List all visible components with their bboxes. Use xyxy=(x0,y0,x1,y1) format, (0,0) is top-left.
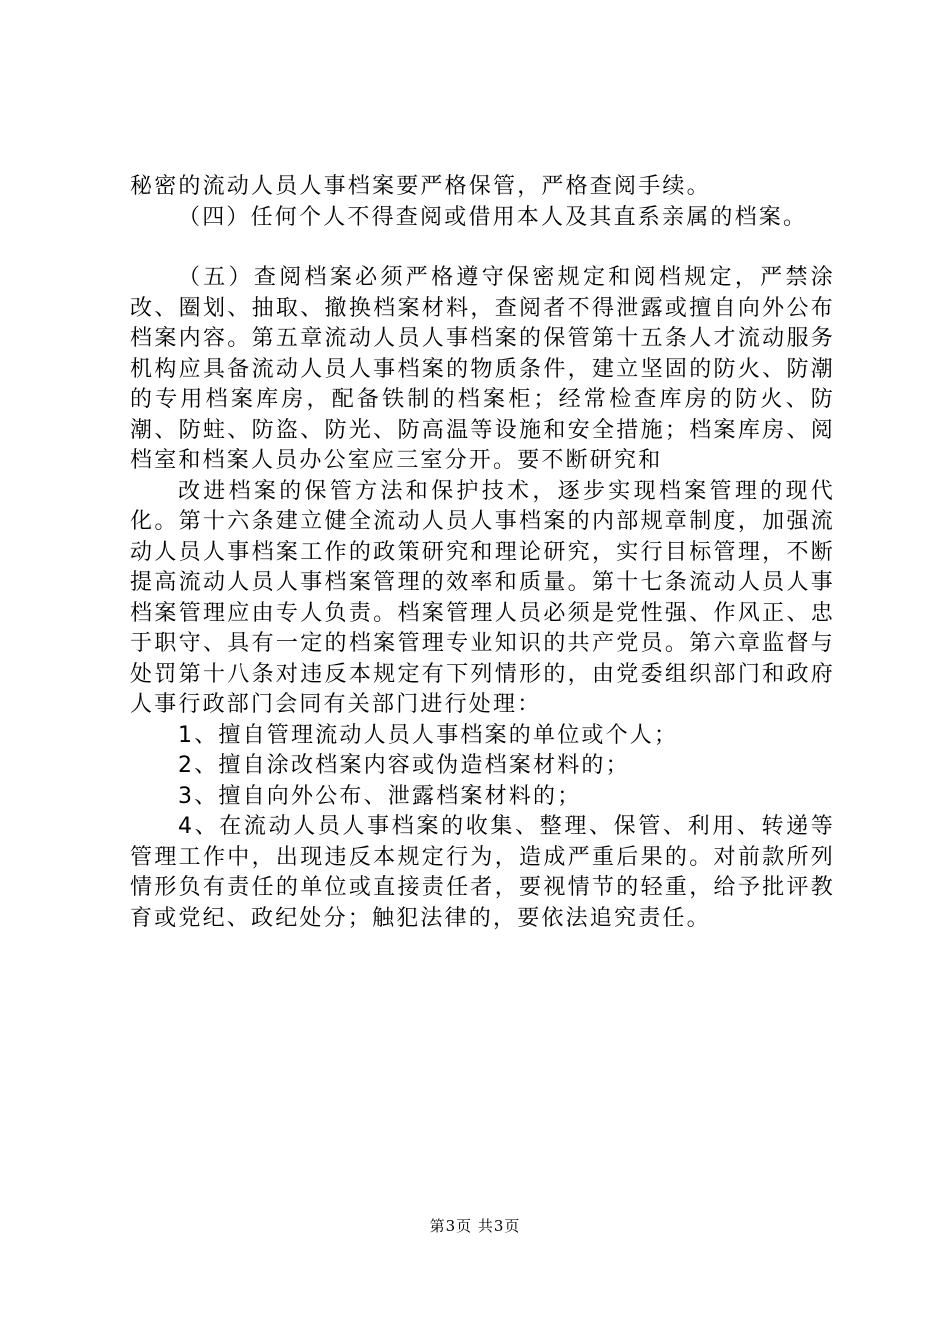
paragraph-1: 秘密的流动人员人事档案要严格保管，严格查阅手续。 xyxy=(130,174,711,199)
paragraph-4: 改进档案的保管方法和保护技术，逐步实现档案管理的现代化。第十六条建立健全流动人员人事档案的内部规章制度，加强流动人员人事档案工作的政策研究和理论研究，实行目标管理，不断提高流动人员人事档案管理的效率和质量。第十七条流动人员人事档案管理应由专人负责。档案管理人员必须是党性强、作风正、忠于职守、具有一定的档案管理专业知识的共产党员。第六章监督与处罚第十八条对违反本规定有下列情形的，由党委组织部门和政府人事行政部门会同有关部门进行处理： xyxy=(130,478,835,717)
document-body xyxy=(130,172,835,934)
page-number-footer: 第3页 共3页 xyxy=(429,1217,521,1235)
list-item-1: 1、擅自管理流动人员人事档案的单位或个人； xyxy=(178,722,679,748)
list-item-3: 3、擅自向外公布、泄露档案材料的； xyxy=(178,783,582,809)
list-item-2: 2、擅自涂改档案内容或伪造档案材料的； xyxy=(178,753,630,778)
list-item-4: 4、在流动人员人事档案的收集、整理、保管、利用、转递等管理工作中，出现违反本规定行为，造成严重后果的。对前款所列情形负有责任的单位或直接责任者，要视情节的轻重，给予批评教育或党纪、政纪处分；触犯法律的，要依法追究责任。 xyxy=(130,814,835,931)
paragraph-2: （四）任何个人不得查阅或借用本人及其直系亲属的档案。 xyxy=(178,204,808,230)
paragraph-3: （五）查阅档案必须严格遵守保密规定和阅档规定，严禁涂改、圈划、抽取、撤换档案材料，查阅者不得泄露或擅自向外公布档案内容。第五章流动人员人事档案的保管第十五条人才流动服务机构应具备流动人员人事档案的物质条件，建立坚固的防火、防潮的专用档案库房，配备铁制的档案柜；经常检查库房的防火、防潮、防蛀、防盗、防光、防高温等设施和安全措施；档案库房、阅档室和档案人员办公室应三室分开。要不断研究和 xyxy=(130,265,835,473)
